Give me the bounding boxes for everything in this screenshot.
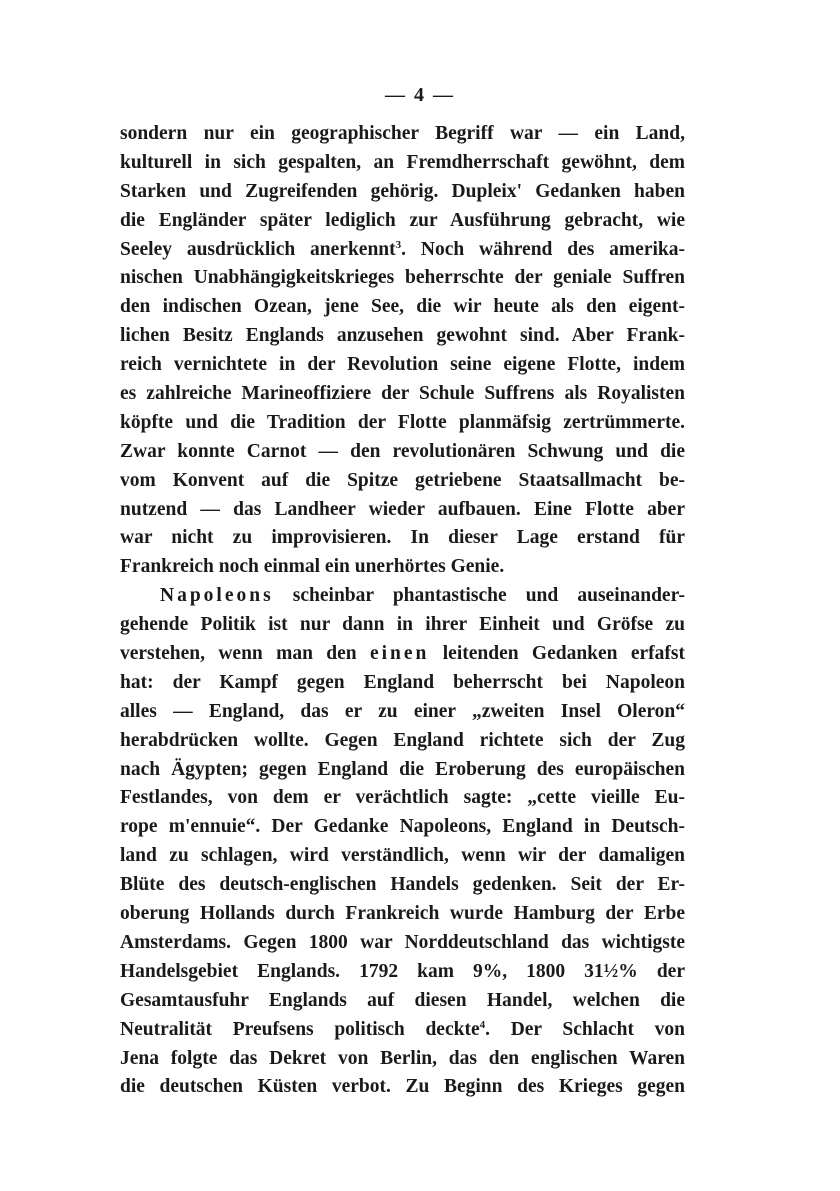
text-line: köpfte und die Tradition der Flotte planmäfsig zertrümmerte.: [120, 411, 685, 433]
text-line: nach Ägypten; gegen England die Eroberung des europäischen: [120, 758, 685, 780]
text-line: Festlandes, von dem er verächtlich sagte: „cette vieille Eu-: [120, 787, 685, 809]
text-segment: Neutralität Preufsens politisch deckte: [120, 1018, 480, 1040]
text-line: lichen Besitz Englands anzusehen gewohnt sind. Aber Frank-: [120, 325, 685, 347]
body-text: [120, 120, 685, 1102]
text-line: land zu schlagen, wird verständlich, wenn wir der damaligen: [120, 845, 685, 867]
text-segment: leitenden Gedanken erfafst: [429, 643, 685, 665]
text-line: [120, 1016, 685, 1045]
text-segment: . Noch während des amerika-: [401, 238, 685, 260]
text-line: Starken und Zugreifenden gehörig. Dupleix' Gedanken haben: [120, 180, 685, 202]
text-line: die Engländer später lediglich zur Ausführung gebracht, wie: [120, 209, 685, 231]
text-line: Gesamtausfuhr Englands auf diesen Handel, welchen die: [120, 989, 685, 1011]
emphasized-word: Napoleons: [160, 585, 274, 607]
emphasized-word: einen: [369, 643, 430, 665]
text-line: Zwar konnte Carnot — den revolutionären Schwung und die: [120, 440, 685, 462]
text-line: nutzend — das Landheer wieder aufbauen. Eine Flotte aber: [120, 498, 685, 520]
text-line: oberung Hollands durch Frankreich wurde Hamburg der Erbe: [120, 903, 685, 925]
text-line: Blüte des deutsch-englischen Handels gedenken. Seit der Er-: [120, 874, 685, 896]
text-line: gehende Politik ist nur dann in ihrer Einheit und Gröfse zu: [120, 614, 685, 636]
text-line: vom Konvent auf die Spitze getriebene Staatsallmacht be-: [120, 469, 685, 491]
text-line: Amsterdams. Gegen 1800 war Norddeutschland das wichtigste: [120, 931, 685, 953]
text-line: Frankreich noch einmal ein unerhörtes Genie.: [120, 556, 505, 578]
text-line: nischen Unabhängigkeitskrieges beherrschte der geniale Suffren: [120, 267, 685, 289]
footnote-ref: 3: [395, 238, 402, 251]
page-number: — 4 —: [385, 84, 455, 106]
text-line: es zahlreiche Marineoffiziere der Schule Suffrens als Royalisten: [120, 383, 685, 405]
text-line: [120, 640, 685, 669]
text-line: kulturell in sich gespalten, an Fremdherrschaft gewöhnt, dem: [120, 151, 685, 173]
text-segment: verstehen, wenn man den: [120, 643, 370, 665]
text-segment: . Der Schlacht von: [485, 1018, 685, 1040]
text-line: Handelsgebiet Englands. 1792 kam 9%, 1800 31½% der: [120, 960, 685, 982]
text-segment: scheinbar phantastische und auseinander-: [273, 585, 685, 607]
footnote-ref: 4: [479, 1018, 486, 1031]
text-line: den indischen Ozean, jene See, die wir heute als den eigent-: [120, 296, 685, 318]
text-line: die deutschen Küsten verbot. Zu Beginn des Krieges gegen: [120, 1076, 685, 1098]
text-line: herabdrücken wollte. Gegen England richtete sich der Zug: [120, 729, 685, 751]
text-line: rope m'ennuie“. Der Gedanke Napoleons, England in Deutsch-: [120, 816, 685, 838]
text-line: Jena folgte das Dekret von Berlin, das den englischen Waren: [120, 1047, 685, 1069]
text-line: hat: der Kampf gegen England beherrscht bei Napoleon: [120, 671, 685, 693]
text-line: sondern nur ein geographischer Begriff war — ein Land,: [120, 123, 685, 144]
text-line: reich vernichtete in der Revolution seine eigene Flotte, indem: [120, 354, 685, 376]
text-segment: Seeley ausdrücklich anerkennt: [120, 238, 396, 260]
text-line: war nicht zu improvisieren. In dieser Lage erstand für: [120, 527, 685, 549]
text-line: [120, 236, 685, 265]
text-line: alles — England, das er zu einer „zweiten Insel Oleron“: [120, 700, 685, 722]
text-line: [120, 582, 685, 611]
